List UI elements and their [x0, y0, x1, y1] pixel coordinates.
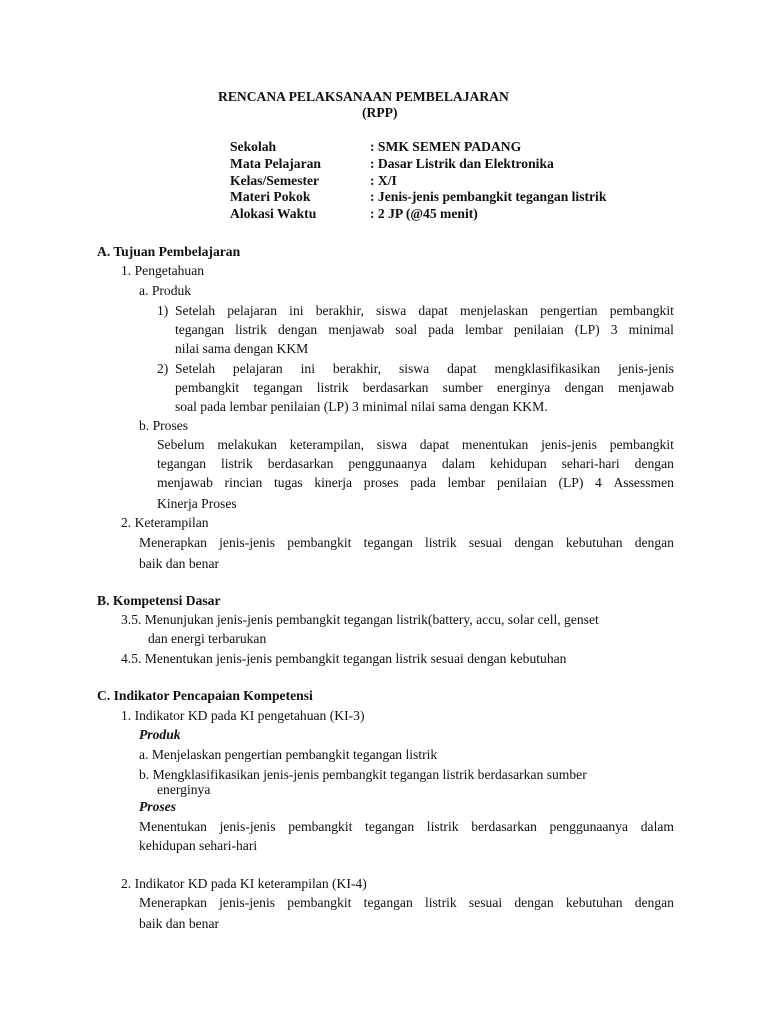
word: tegangan [365, 819, 415, 834]
word: kehidupan [489, 456, 547, 471]
kd-3-5-line-2: dan energi terbarukan [148, 631, 267, 646]
word: penilaian [496, 475, 547, 490]
section-c-heading: C. Indikator Pencapaian Kompetensi [97, 688, 313, 703]
paragraph-line [139, 535, 674, 551]
word: dengan [634, 895, 674, 910]
word: dengan [277, 322, 318, 337]
indikator-b-line-1: b. Mengklasifikasikan jenis-jenis pembangkit tegangan listrik berdasarkan sumber [139, 767, 587, 782]
section-c-item-2: 2. Indikator KD pada KI keterampilan (KI-4) [121, 876, 367, 891]
word: penilaian [513, 322, 564, 337]
word: Setelah [175, 303, 216, 318]
word: Menerapkan [139, 895, 207, 910]
word: menjelaskan [460, 303, 528, 318]
word: listrik [424, 535, 457, 550]
word: pembangkit [609, 303, 674, 318]
word: minimal [628, 322, 674, 337]
word: penggunaanya [549, 819, 629, 834]
word: dengan [514, 535, 554, 550]
word: energinya [496, 380, 551, 395]
indikator-proses-paragraph [139, 819, 674, 859]
word: (LP) [558, 475, 584, 490]
identity-label-sekolah: Sekolah [230, 139, 277, 154]
identity-label-alokasi: Alokasi Waktu [230, 206, 317, 221]
word: listrik [316, 380, 349, 395]
word: sesuai [468, 895, 503, 910]
word: kebutuhan [565, 535, 623, 550]
word: siswa [376, 437, 407, 452]
document-title: RENCANA PELAKSANAAN PEMBELAJARAN [218, 89, 509, 104]
indikator-keterampilan-paragraph [139, 895, 674, 935]
word: pelajaran [227, 303, 277, 318]
word: listrik [235, 322, 267, 337]
word: sesuai [468, 535, 503, 550]
word: rincian [224, 475, 263, 490]
word: menjawab [328, 322, 385, 337]
word: menjawab [618, 380, 674, 395]
word: kinerja [314, 475, 353, 490]
word: siswa [398, 361, 430, 376]
word: kebutuhan [565, 895, 623, 910]
word: jenis-jenis [618, 361, 674, 376]
word: berakhir, [332, 361, 382, 376]
point-2-paragraph [175, 361, 674, 421]
document-subtitle: (RPP) [362, 105, 398, 120]
word: berdasarkan [471, 819, 537, 834]
word: dapat [419, 437, 450, 452]
paragraph-line [157, 437, 674, 453]
word: Assessmen [613, 475, 674, 490]
paragraph-line: baik dan benar [139, 556, 220, 571]
word: berdasarkan [362, 380, 429, 395]
word: 3 [610, 322, 618, 337]
kd-4-5: 4.5. Menentukan jenis-jenis pembangkit tegangan listrik sesuai dengan kebutuhan [121, 651, 567, 666]
word: berdasarkan [267, 456, 334, 471]
word: dapat [418, 303, 448, 318]
word: dalam [441, 456, 476, 471]
word: ini [289, 303, 304, 318]
word: sehari-hari [561, 456, 620, 471]
word: listrik [426, 819, 459, 834]
paragraph-line: nilai sama dengan KKM [175, 341, 309, 356]
word: Sebelum [157, 437, 205, 452]
word: berakhir, [315, 303, 364, 318]
paragraph-line: soal pada lembar penilaian (LP) 3 minimal nilai sama dengan KKM. [175, 399, 548, 414]
identity-value-alokasi: : 2 JP (@45 menit) [370, 206, 478, 221]
section-a-item-b: b. Proses [139, 418, 189, 433]
word: jenis-jenis [219, 819, 276, 834]
word: menentukan [461, 437, 529, 452]
paragraph-line: kehidupan sehari-hari [139, 838, 258, 853]
paragraph-line [157, 475, 674, 491]
word: 4 [595, 475, 602, 490]
paragraph-line [139, 819, 674, 835]
word: pembangkit [175, 380, 240, 395]
paragraph-line [175, 361, 674, 377]
word: pada [428, 322, 454, 337]
indikator-a: a. Menjelaskan pengertian pembangkit tegangan listrik [139, 747, 438, 762]
paragraph-line: Kinerja Proses [157, 496, 237, 511]
word: soal [395, 322, 418, 337]
word: dalam [640, 819, 674, 834]
paragraph-line [139, 895, 674, 911]
point-2-number: 2) [157, 361, 169, 376]
word: tugas [273, 475, 303, 490]
section-a-item-a: a. Produk [139, 283, 192, 298]
word: jenis-jenis [541, 437, 597, 452]
keterampilan-paragraph [139, 535, 674, 575]
word: pembangkit [288, 819, 353, 834]
word: Menerapkan [139, 535, 207, 550]
word: pembangkit [609, 437, 674, 452]
word: listrik [221, 456, 253, 471]
word: tegangan [175, 322, 225, 337]
word: menjawab [157, 475, 213, 490]
proses-label: Proses [139, 799, 177, 814]
word: listrik [424, 895, 457, 910]
section-b-heading: B. Kompetensi Dasar [97, 593, 221, 608]
paragraph-line [175, 380, 674, 396]
word: dengan [514, 895, 554, 910]
word: melakukan [217, 437, 277, 452]
word: lembar [465, 322, 503, 337]
word: tegangan [157, 456, 207, 471]
word: tegangan [363, 895, 413, 910]
section-a-heading: A. Tujuan Pembelajaran [97, 244, 241, 259]
proses-paragraph [157, 437, 674, 515]
word: Setelah [175, 361, 216, 376]
section-a-item-2: 2. Keterampilan [121, 515, 209, 530]
identity-label-kelas: Kelas/Semester [230, 173, 320, 188]
section-c-item-1: 1. Indikator KD pada KI pengetahuan (KI-3) [121, 708, 365, 723]
word: ini [300, 361, 315, 376]
paragraph-line [157, 456, 674, 472]
indikator-b-line-2: energinya [157, 782, 211, 797]
word: dapat [447, 361, 477, 376]
word: siswa [376, 303, 407, 318]
point-1-number: 1) [157, 303, 169, 318]
point-1-paragraph [175, 303, 674, 363]
word: tegangan [363, 535, 413, 550]
word: (LP) [574, 322, 600, 337]
word: sumber [442, 380, 483, 395]
word: pembangkit [287, 895, 352, 910]
identity-label-materi: Materi Pokok [230, 189, 311, 204]
produk-label: Produk [139, 727, 181, 742]
word: dengan [564, 380, 604, 395]
word: pada [410, 475, 436, 490]
paragraph-line [175, 303, 674, 319]
word: penggunaanya [348, 456, 427, 471]
word: pelajaran [232, 361, 283, 376]
identity-value-kelas: : X/I [370, 173, 397, 188]
word: tegangan [253, 380, 303, 395]
word: dengan [634, 535, 674, 550]
word: lembar [447, 475, 486, 490]
word: keterampilan, [289, 437, 365, 452]
word: pembangkit [287, 535, 352, 550]
paragraph-line [175, 322, 674, 338]
identity-value-materi: : Jenis-jenis pembangkit tegangan listrik [370, 189, 607, 204]
kd-3-5-line-1: 3.5. Menunjukan jenis-jenis pembangkit tegangan listrik(battery, accu, solar cell, genset [121, 612, 599, 627]
word: pengertian [540, 303, 598, 318]
identity-value-mapel: : Dasar Listrik dan Elektronika [370, 156, 554, 171]
word: mengklasifikasikan [494, 361, 601, 376]
word: jenis-jenis [219, 895, 276, 910]
word: Menentukan [139, 819, 207, 834]
word: jenis-jenis [219, 535, 276, 550]
word: dengan [634, 456, 674, 471]
identity-value-sekolah: : SMK SEMEN PADANG [370, 139, 522, 154]
identity-label-mapel: Mata Pelajaran [230, 156, 321, 171]
word: proses [363, 475, 399, 490]
section-a-item-1: 1. Pengetahuan [121, 263, 205, 278]
paragraph-line: baik dan benar [139, 916, 220, 931]
